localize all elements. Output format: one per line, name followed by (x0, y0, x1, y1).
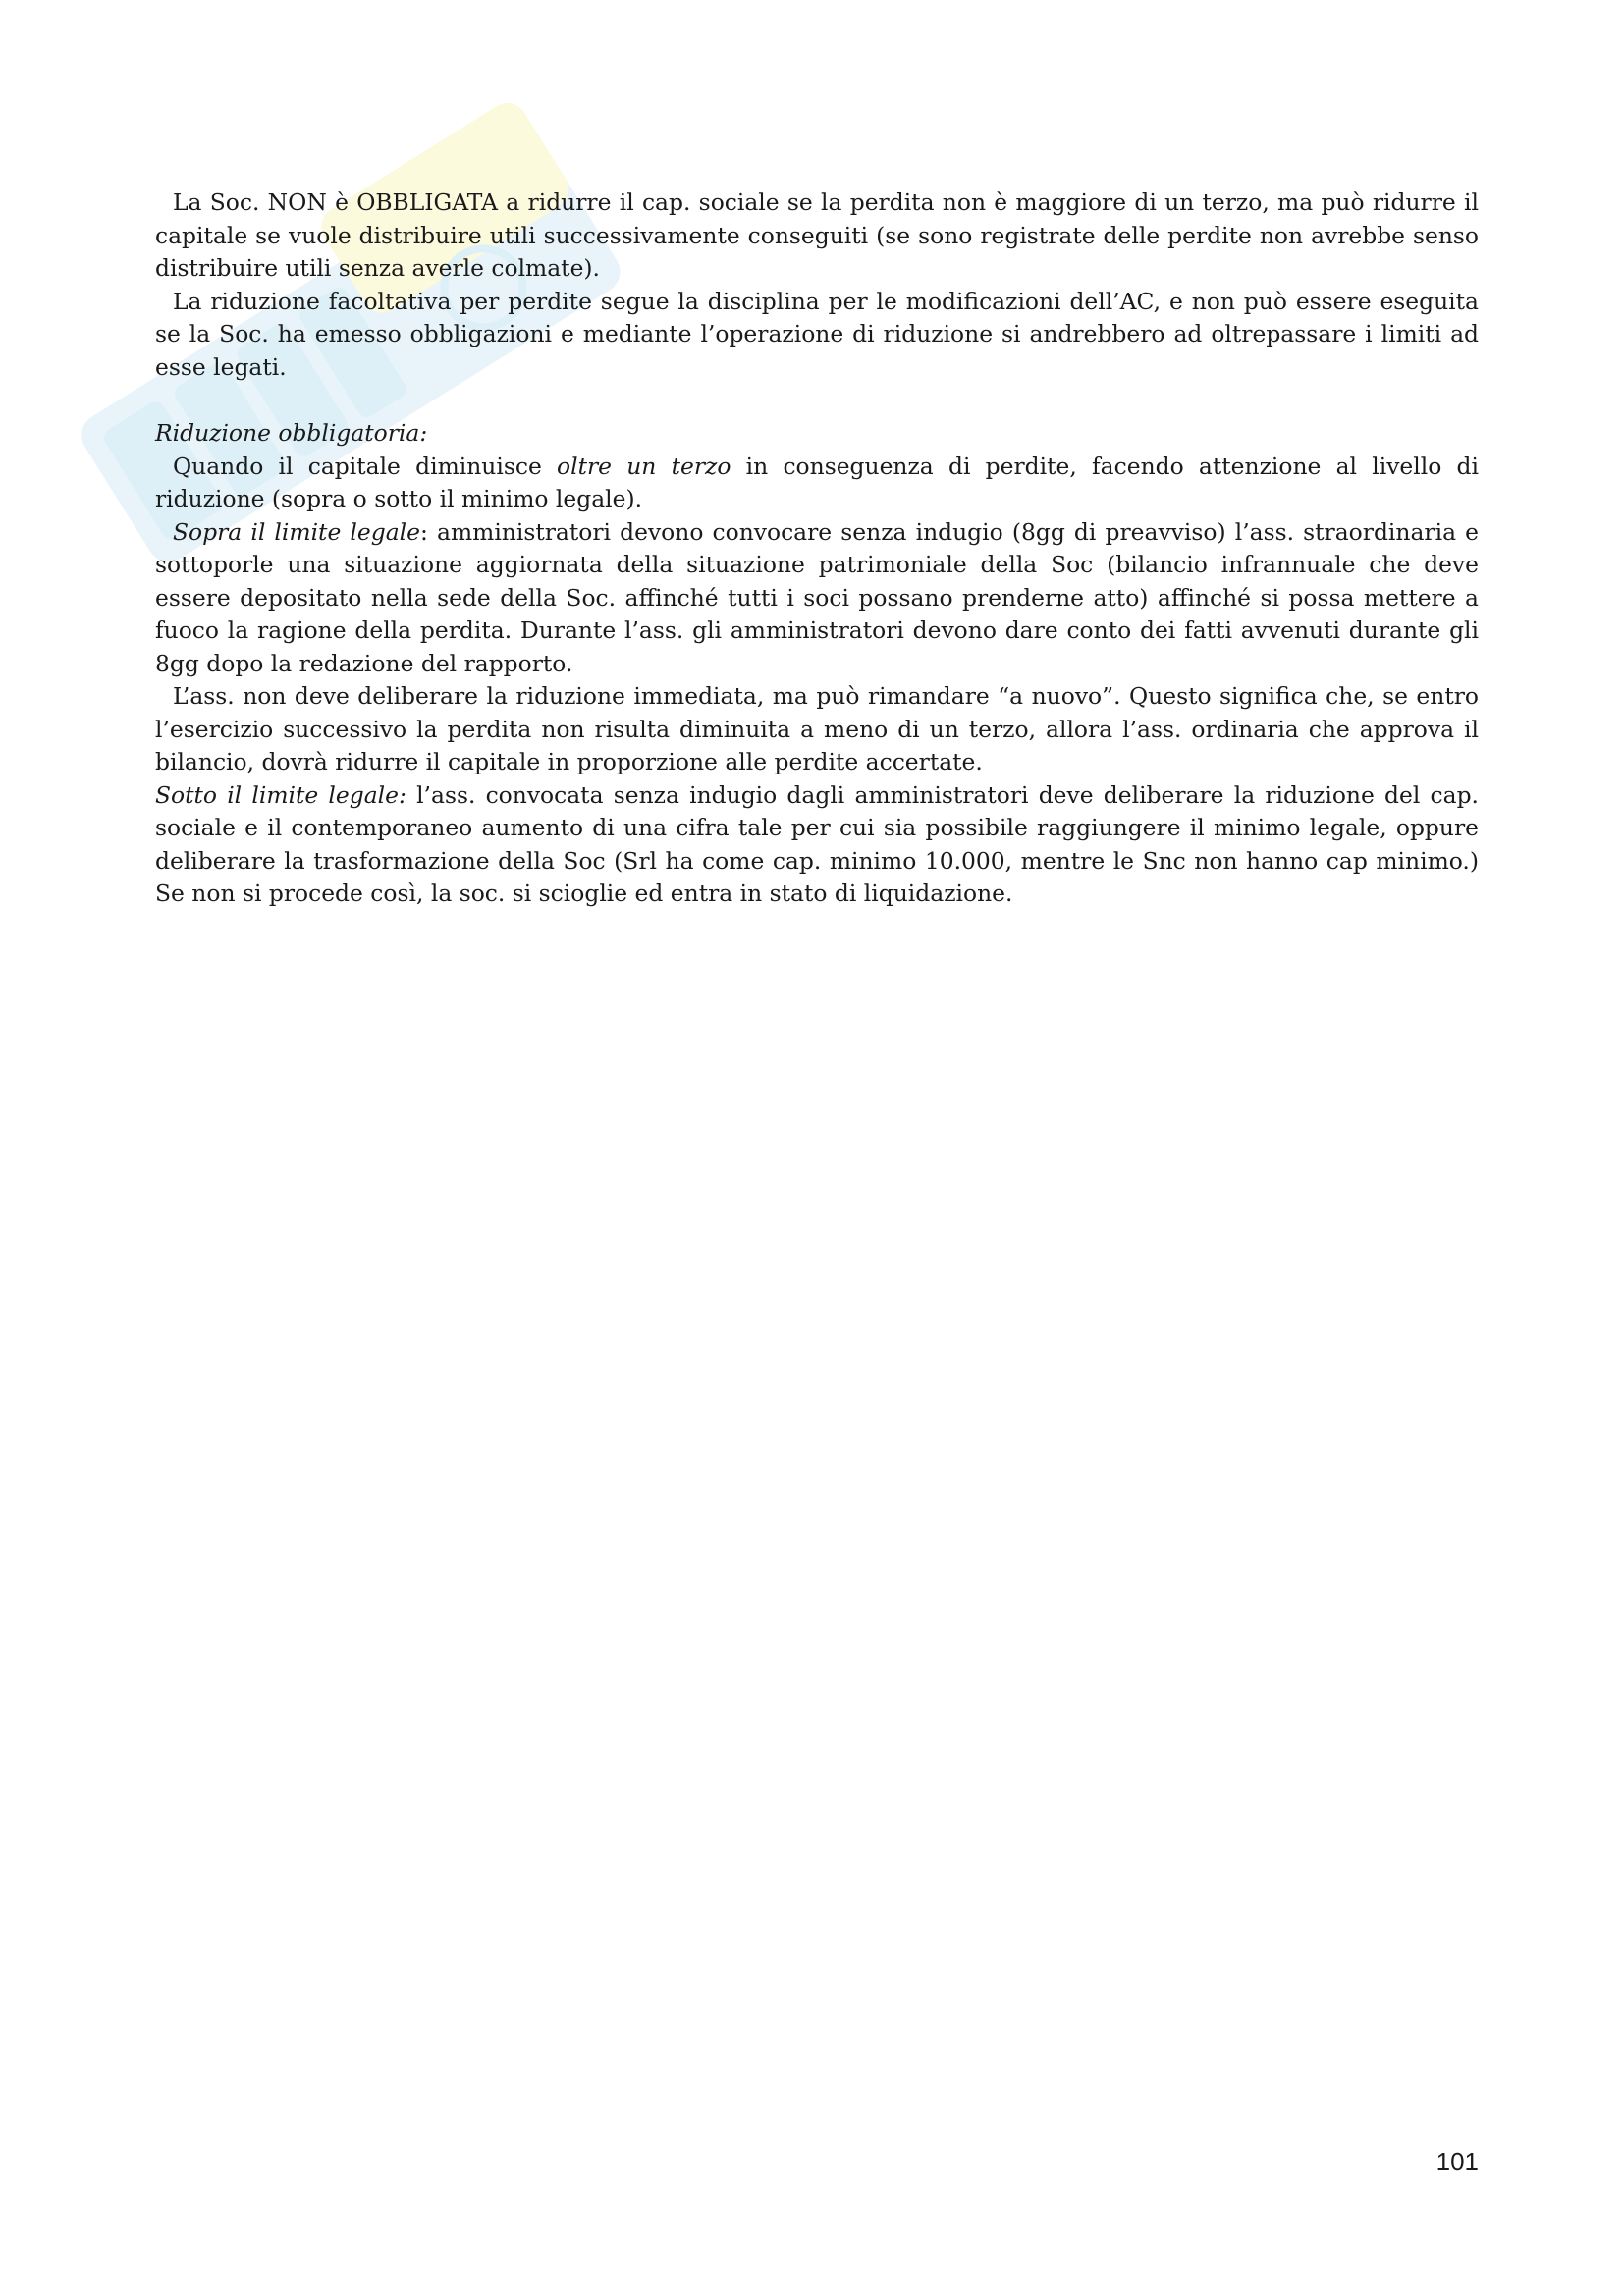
text-span: Quando il capitale diminuisce (173, 452, 558, 480)
paragraph-sotto-limite-legale (155, 779, 1479, 911)
paragraph-riduzione-obbligatoria (155, 451, 1479, 516)
text-span: : amministratori devono convocare senza indugio (8gg di preavviso) l’ass. straordinaria e sottoporle una situazione aggiornata della situazione patrimoniale della Soc (bilancio infrannuale che deve essere depositato nella sede della Soc. affinché tutti i soci possano prenderne atto) affinché si possa mettere a fuoco la ragione della perdita. Durante l’ass. gli amministratori devono dare conto dei fatti avvenuti durante gli 8gg dopo la redazione del rapporto. (155, 517, 1479, 677)
paragraph-sopra-limite-legale (155, 516, 1479, 681)
emphasis-text: oltre un terzo (557, 452, 731, 480)
emphasis-text: Sopra il limite legale (173, 517, 420, 546)
paragraph-spacer (155, 384, 1479, 417)
text-span: in conseguenza di perdite, facendo attenzione al livello di riduzione (sopra o sotto il minimo legale). (155, 452, 1479, 512)
paragraph-rinvio-a-nuovo: L’ass. non deve deliberare la riduzione immediata, ma può rimandare “a nuovo”. Questo significa che, se entro l’esercizio successivo la perdita non risulta diminuita a meno di un terzo, allora l’ass. ordinaria che approva il bilancio, dovrà ridurre il capitale in proporzione alle perdite accertate. (155, 682, 1479, 775)
text-span: l’ass. convocata senza indugio dagli amministratori deve deliberare la riduzione del cap. sociale e il contemporaneo aumento di una cifra tale per cui sia possibile raggiungere il minimo legale, oppure deliberare la trasformazione della Soc (Srl ha come cap. minimo 10.000, mentre le Snc non hanno cap minimo.) Se non si procede così, la soc. si scioglie ed entra in stato di liquidazione. (155, 780, 1479, 907)
paragraph-riduzione-facoltativa: La riduzione facoltativa per perdite segue la disciplina per le modificazioni dell’AC, e non può essere eseguita se la Soc. ha emesso obbligazioni e mediante l’operazione di riduzione si andrebbero ad oltrepassare i limiti ad esse legati. (155, 287, 1479, 381)
page-number: 101 (1435, 2147, 1479, 2176)
document-body (155, 187, 1479, 911)
paragraph-riduzione-facoltativa-intro: La Soc. NON è OBBLIGATA a ridurre il cap. sociale se la perdita non è maggiore di un terzo, ma può ridurre il capitale se vuole distribuire utili successivamente conseguiti (se sono registrate delle perdite non avrebbe senso distribuire utili senza averle colmate). (155, 188, 1479, 282)
emphasis-text: Sotto il limite legale: (155, 780, 406, 809)
section-heading-riduzione-obbligatoria: Riduzione obbligatoria: (155, 419, 428, 447)
